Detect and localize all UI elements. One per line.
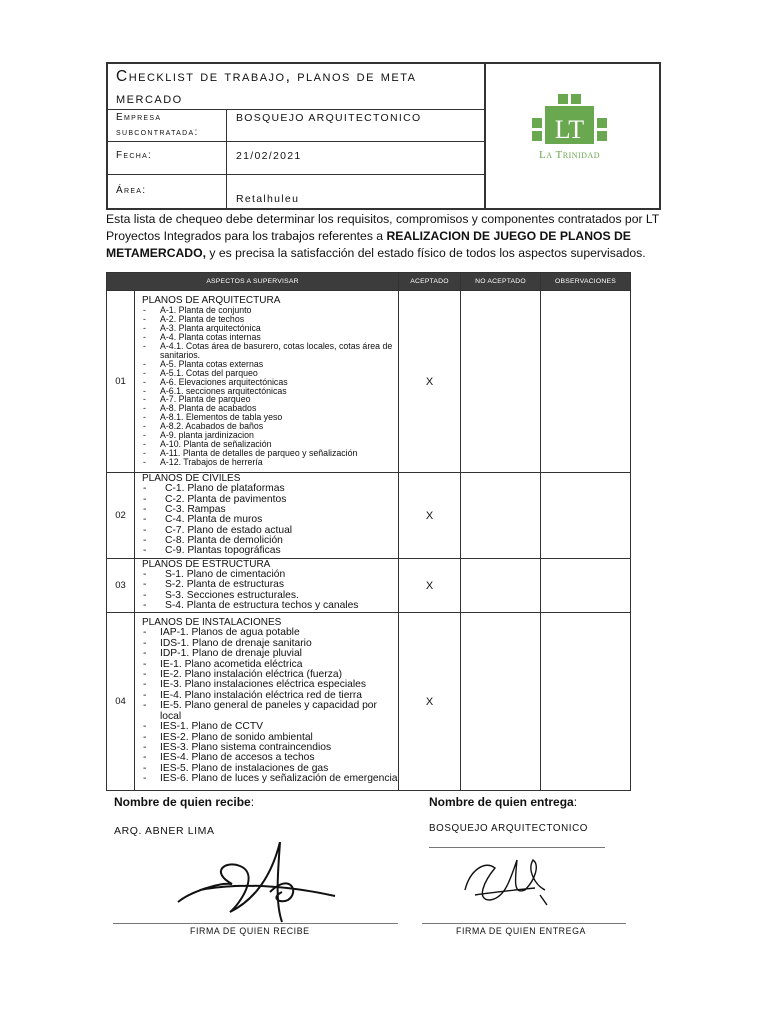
list-item: - A-5.1. Cotas del parqueo [135, 369, 398, 378]
signature-line [113, 923, 398, 924]
receiver-name: ARQ. ABNER LIMA [114, 825, 215, 837]
list-item: - A-6. Elevaciones arquitectónicas [135, 378, 398, 387]
table-row [107, 613, 631, 791]
fecha-value: 21/02/2021 [236, 150, 302, 162]
deliverer-name: BOSQUEJO ARQUITECTONICO [429, 823, 588, 834]
section-title: PLANOS DE ARQUITECTURA [142, 295, 281, 307]
observations-cell [541, 613, 631, 791]
list-item: - A-4. Planta cotas internas [135, 333, 398, 342]
signature-line [429, 847, 605, 848]
list-item: - A-7. Planta de parqueo [135, 395, 398, 404]
deliverer-caption: FIRMA DE QUIEN ENTREGA [456, 926, 587, 936]
item-list [135, 628, 398, 784]
signature-line [422, 923, 626, 924]
not-accepted-cell [461, 559, 541, 613]
intro-text-end: y es precisa la satisfacción del estado físico de todos los aspectos supervisados. [205, 246, 646, 260]
section-number: 04 [107, 613, 135, 791]
logo-box [484, 64, 661, 208]
intro-text: Esta lista de chequeo debe determinar los requisitos, compromisos y componentes contratados por LT Proyectos Integrados para los trabajos referentes a [106, 212, 660, 243]
list-item: - C-4. Planta de muros [135, 515, 398, 525]
list-item: - A-3. Planta arquitectónica [135, 324, 398, 333]
list-item: - A-8.2. Acabados de baños [135, 422, 398, 431]
empresa-value: BOSQUEJO ARQUITECTONICO [236, 112, 422, 124]
la-trinidad-logo [486, 64, 661, 208]
section-title: PLANOS DE ESTRUCTURA [142, 558, 271, 570]
logo-monogram: LT [554, 115, 585, 144]
list-item: - IE-4. Plano instalación eléctrica red de tierra [135, 691, 398, 701]
header-aceptado: ACEPTADO [399, 273, 461, 291]
signature-drawing [455, 850, 565, 920]
section-content [135, 613, 399, 791]
list-item: - IES-5. Plano de instalaciones de gas [135, 764, 398, 774]
list-item: - A-11. Planta de detalles de parqueo y señalización [135, 449, 398, 458]
receiver-caption: FIRMA DE QUIEN RECIBE [190, 926, 310, 936]
item-list [135, 306, 398, 466]
list-item: - IES-2. Plano de sonido ambiental [135, 733, 398, 743]
section-content [135, 559, 399, 613]
header-aspectos: ASPECTOS A SUPERVISAR [107, 273, 399, 291]
list-item: - S-3. Secciones estructurales. [135, 591, 398, 601]
observations-cell [541, 559, 631, 613]
section-number: 01 [107, 291, 135, 473]
deliverer-signature [455, 850, 565, 925]
deliverer-label: Nombre de quien entrega: [429, 795, 578, 809]
document-header [106, 62, 661, 210]
empresa-label: Empresa subcontratada: [116, 112, 199, 138]
list-item: - IAP-1. Planos de agua potable [135, 628, 398, 638]
area-value: Retalhuleu [236, 193, 300, 205]
list-item: - A-10. Planta de señalización [135, 440, 398, 449]
list-item: - IE-2. Plano instalación eléctrica (fuerza) [135, 670, 398, 680]
list-item: - IE-1. Plano acometida eléctrica [135, 660, 398, 670]
list-item: - IES-4. Plano de accesos a techos [135, 753, 398, 763]
observations-cell [541, 473, 631, 559]
not-accepted-cell [461, 613, 541, 791]
list-item: - C-1. Plano de plataformas [135, 484, 398, 494]
list-item: - A-4.1. Cotas área de basurero, cotas locales, cotas área de sanitarios. [135, 342, 398, 360]
signature-drawing [170, 842, 350, 924]
list-item: - IES-1. Plano de CCTV [135, 722, 398, 732]
list-item: - S-4. Planta de estructura techos y canales [135, 601, 398, 611]
section-number: 02 [107, 473, 135, 559]
list-item: - A-8. Planta de acabados [135, 404, 398, 413]
list-item: - A-6.1. secciones arquitectónicas [135, 387, 398, 396]
list-item: - C-7. Plano de estado actual [135, 526, 398, 536]
list-item: - IDP-1. Plano de drenaje pluvial [135, 649, 398, 659]
list-item: - A-9. planta jardinizacion [135, 431, 398, 440]
observations-cell [541, 291, 631, 473]
list-item: - IE-5. Plano general de paneles y capacidad por local [135, 701, 398, 722]
list-item: - C-8. Planta de demolición [135, 536, 398, 546]
accepted-mark: X [399, 559, 461, 613]
list-item: - C-2. Planta de pavimentos [135, 495, 398, 505]
intro-bold: REALIZACION DE JUEGO DE PLANOS DE METAMERCADO, [106, 229, 631, 260]
item-list [135, 484, 398, 556]
logo-name: La Trinidad [538, 149, 601, 161]
list-item: - A-12. Trabajos de herrería [135, 458, 398, 467]
list-item: - A-8.1. Elementos de tabla yeso [135, 413, 398, 422]
list-item: - C-3. Rampas [135, 505, 398, 515]
list-item: - IE-3. Plano instalaciones eléctrica especiales [135, 680, 398, 690]
accepted-mark: X [399, 291, 461, 473]
header-no-aceptado: NO ACEPTADO [461, 273, 541, 291]
accepted-mark: X [399, 473, 461, 559]
not-accepted-cell [461, 473, 541, 559]
intro-paragraph [106, 211, 666, 262]
receiver-signature [170, 842, 350, 929]
table-row [107, 473, 631, 559]
section-title: PLANOS DE CIVILES [142, 473, 241, 485]
section-content [135, 473, 399, 559]
table-row [107, 559, 631, 613]
list-item: - A-5. Planta cotas externas [135, 360, 398, 369]
section-title: PLANOS DE INSTALACIONES [142, 617, 282, 629]
receiver-label: Nombre de quien recibe: [114, 795, 255, 809]
not-accepted-cell [461, 291, 541, 473]
divider [226, 109, 227, 208]
divider [108, 174, 484, 175]
list-item: - C-9. Plantas topográficas [135, 546, 398, 556]
item-list [135, 570, 398, 611]
checklist-table [106, 272, 631, 791]
section-content [135, 291, 399, 473]
list-item: - S-1. Plano de cimentación [135, 570, 398, 580]
fecha-label: Fecha: [116, 150, 153, 161]
table-header-row [107, 273, 631, 291]
list-item: - S-2. Planta de estructuras [135, 580, 398, 590]
table-row [107, 291, 631, 473]
document-title: Checklist de trabajo, planos de meta mercado [116, 68, 417, 107]
header-observaciones: OBSERVACIONES [541, 273, 631, 291]
divider [108, 141, 484, 142]
list-item: - IES-3. Plano sistema contraincendios [135, 743, 398, 753]
list-item: - IDS-1. Plano de drenaje sanitario [135, 639, 398, 649]
accepted-mark: X [399, 613, 461, 791]
list-item: - A-2. Planta de techos [135, 315, 398, 324]
list-item: - IES-6. Plano de luces y señalización de emergencia [135, 774, 398, 784]
area-label: Área: [116, 185, 147, 196]
section-number: 03 [107, 559, 135, 613]
list-item: - A-1. Planta de conjunto [135, 306, 398, 315]
